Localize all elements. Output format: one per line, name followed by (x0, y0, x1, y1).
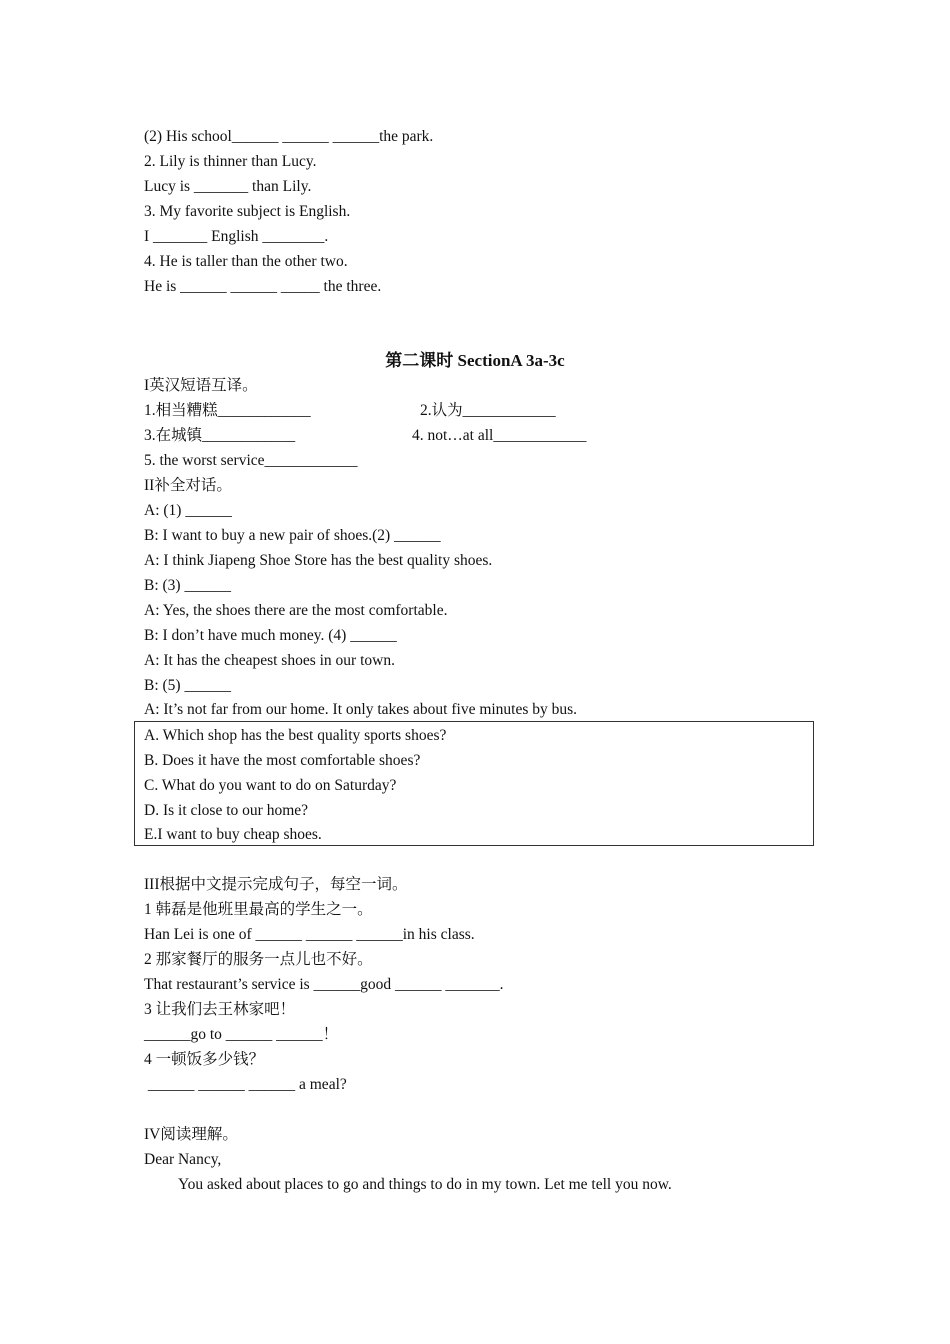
phrase-item: 4. not…at all____________ (412, 427, 587, 444)
phrase-item: 5. the worst service____________ (144, 452, 358, 469)
section-heading: II补全对话。 (144, 477, 232, 494)
letter-paragraph: You asked about places to go and things to do in my town. Let me tell you now. (178, 1176, 672, 1193)
sentence-line: ______ ______ ______ a meal? (144, 1076, 347, 1093)
sentence-line: That restaurant’s service is ______good ______ _______. (144, 976, 504, 993)
section-heading: III根据中文提示完成句子，每空一词。 (144, 876, 408, 893)
exercise-line: 3. My favorite subject is English. (144, 203, 351, 220)
sentence-line: 1 韩磊是他班里最高的学生之一。 (144, 901, 373, 918)
dialogue-line: B: I don’t have much money. (4) ______ (144, 627, 397, 644)
option-item: B. Does it have the most comfortable shoes? (144, 752, 421, 769)
exercise-line: (2) His school______ ______ ______the park. (144, 128, 434, 145)
dialogue-line: A: I think Jiapeng Shoe Store has the best quality shoes. (144, 552, 493, 569)
option-item: D. Is it close to our home? (144, 802, 309, 819)
sentence-line: 3 让我们去王林家吧！ (144, 1001, 296, 1018)
dialogue-line: B: (3) ______ (144, 577, 231, 594)
exercise-line: He is ______ ______ _____ the three. (144, 278, 382, 295)
section-heading: I英汉短语互译。 (144, 377, 258, 394)
dialogue-line: A: Yes, the shoes there are the most comfortable. (144, 602, 448, 619)
lesson-title: 第二课时 SectionA 3a-3c (385, 351, 565, 370)
dialogue-line: A: It’s not far from our home. It only takes about five minutes by bus. (144, 701, 578, 718)
sentence-line: 4 一顿饭多少钱？ (144, 1051, 265, 1068)
sentence-line: 2 那家餐厅的服务一点儿也不好。 (144, 951, 373, 968)
phrase-item: 2.认为____________ (420, 402, 556, 419)
sentence-line: Han Lei is one of ______ ______ ______in his class. (144, 926, 475, 943)
option-item: E.I want to buy cheap shoes. (144, 826, 322, 843)
phrase-item: 3.在城镇____________ (144, 427, 296, 444)
exercise-line: 2. Lily is thinner than Lucy. (144, 153, 317, 170)
sentence-line: ______go to ______ ______！ (144, 1026, 339, 1043)
exercise-line: 4. He is taller than the other two. (144, 253, 348, 270)
exercise-line: Lucy is _______ than Lily. (144, 178, 312, 195)
dialogue-line: B: (5) ______ (144, 677, 231, 694)
dialogue-line: A: (1) ______ (144, 502, 232, 519)
exercise-line: I _______ English ________. (144, 228, 329, 245)
section-heading: IV阅读理解。 (144, 1126, 238, 1143)
dialogue-line: B: I want to buy a new pair of shoes.(2) ______ (144, 527, 441, 544)
option-item: A. Which shop has the best quality sports shoes? (144, 727, 447, 744)
options-box (134, 721, 814, 846)
letter-salutation: Dear Nancy, (144, 1151, 222, 1168)
option-item: C. What do you want to do on Saturday? (144, 777, 397, 794)
phrase-item: 1.相当糟糕____________ (144, 402, 311, 419)
dialogue-line: A: It has the cheapest shoes in our town. (144, 652, 395, 669)
